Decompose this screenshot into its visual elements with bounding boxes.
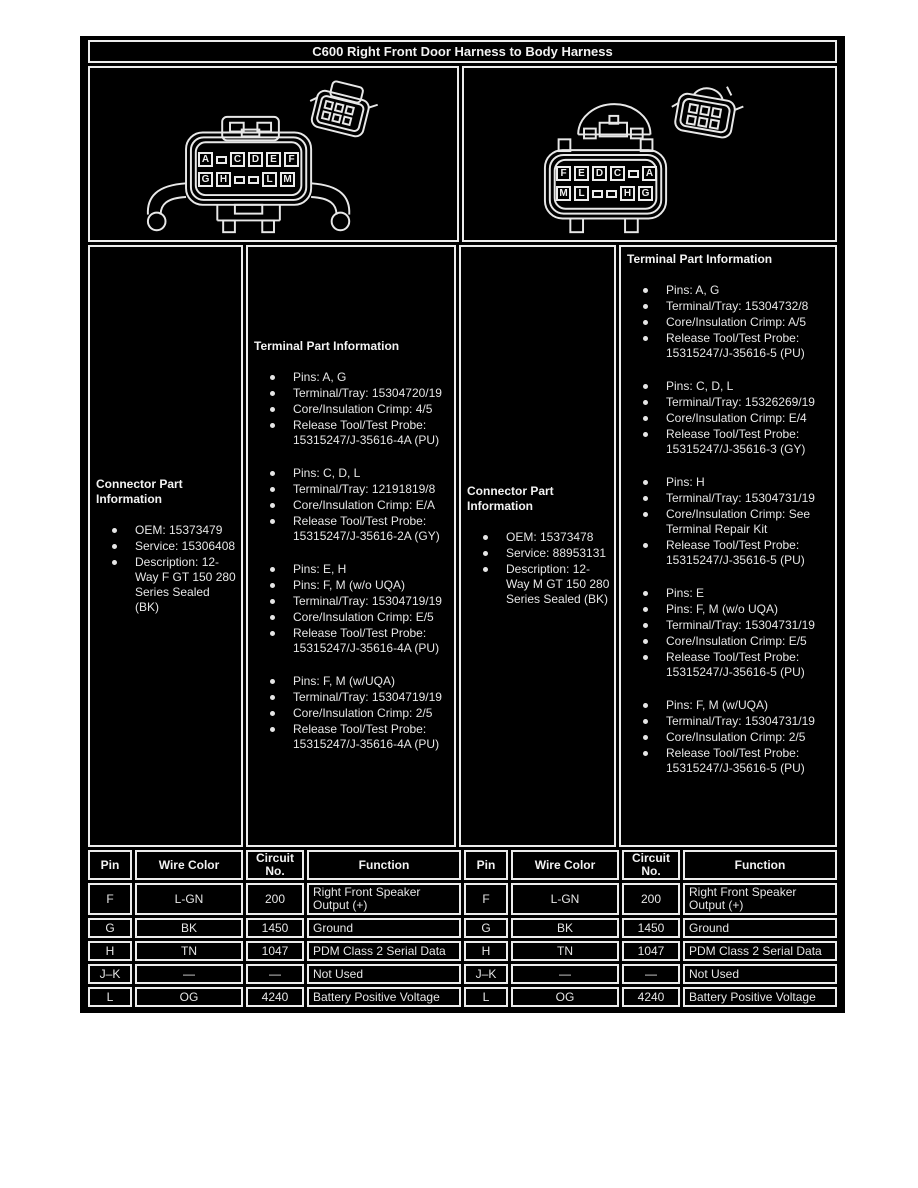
table-row (88, 941, 461, 961)
pin-cell: F (464, 883, 508, 915)
circuit-no-cell: — (246, 964, 304, 984)
pin-cell: H (464, 941, 508, 961)
bullet-icon (643, 480, 648, 485)
list-item: Release Tool/Test Probe: 15315247/J-35616-5 (PU) (625, 331, 831, 361)
pin-cell: L (88, 987, 132, 1007)
left-pin-table (88, 850, 461, 1007)
pin-label (628, 170, 639, 178)
list-item: Pins: C, D, L (252, 466, 450, 481)
bullet-icon (643, 304, 648, 309)
list-item: Terminal/Tray: 12191819/8 (252, 482, 450, 497)
pin-label: A (642, 166, 657, 181)
section-heading: Terminal Part Information (254, 339, 400, 353)
right-pin-table (464, 850, 837, 1007)
bullet-icon (270, 487, 275, 492)
bullet-icon (270, 695, 275, 700)
bullet-icon (270, 567, 275, 572)
list-item: Service: 15306408 (94, 539, 237, 554)
pin-label: C (610, 166, 625, 181)
pin-label: M (280, 172, 295, 187)
list-item: Terminal/Tray: 15304731/19 (625, 491, 831, 506)
function-cell: PDM Class 2 Serial Data (307, 941, 461, 961)
pin-label: D (248, 152, 263, 167)
pin-cell: L (464, 987, 508, 1007)
bullet-icon (270, 679, 275, 684)
wire-color-cell: OG (511, 987, 619, 1007)
list-item: Terminal/Tray: 15304731/19 (625, 618, 831, 633)
table-row (88, 987, 461, 1007)
list-item: Terminal/Tray: 15304720/19 (252, 386, 450, 401)
panel-title: C600 Right Front Door Harness to Body Harness (88, 40, 837, 63)
column-header-pin: Pin (88, 850, 132, 880)
right-pin-row-bottom (556, 186, 657, 201)
pin-label (216, 156, 227, 164)
part-information-row (88, 245, 837, 847)
list-item: Service: 88953131 (465, 546, 610, 561)
pin-cell: J–K (88, 964, 132, 984)
list-item: Terminal/Tray: 15304731/19 (625, 714, 831, 729)
harness-connector-panel (80, 36, 845, 1013)
bullet-icon (643, 336, 648, 341)
pin-label (592, 190, 603, 198)
circuit-no-cell: 200 (622, 883, 680, 915)
pin-label: E (266, 152, 281, 167)
bullet-icon (643, 719, 648, 724)
pin-label: G (198, 172, 213, 187)
left-pin-grid (198, 152, 299, 187)
list-item: Pins: E (625, 586, 831, 601)
bullet-icon (270, 711, 275, 716)
wire-color-cell: BK (511, 918, 619, 938)
list-item: Release Tool/Test Probe: 15315247/J-35616-5 (PU) (625, 746, 831, 776)
list-item: Terminal/Tray: 15326269/19 (625, 395, 831, 410)
bullet-icon (270, 375, 275, 380)
right-connector-art (464, 68, 835, 240)
wire-color-cell: OG (135, 987, 243, 1007)
function-cell: Not Used (683, 964, 837, 984)
list-item: Release Tool/Test Probe: 15315247/J-35616-3 (GY) (625, 427, 831, 457)
section-heading: Connector Part Information (96, 476, 183, 506)
bullet-icon (643, 496, 648, 501)
list-item: Pins: F, M (w/o UQA) (252, 578, 450, 593)
table-row (464, 941, 837, 961)
connector-diagram-row (88, 66, 837, 242)
circuit-no-cell: — (622, 964, 680, 984)
bullet-icon (112, 560, 117, 565)
table-body (464, 883, 837, 1007)
list-item: Core/Insulation Crimp: A/5 (625, 315, 831, 330)
list-item: Pins: F, M (w/UQA) (252, 674, 450, 689)
column-header-wire-color: Wire Color (135, 850, 243, 880)
bullet-icon (112, 544, 117, 549)
bullet-icon (643, 735, 648, 740)
circuit-no-cell: 4240 (246, 987, 304, 1007)
bullet-icon (643, 623, 648, 628)
list-item: Core/Insulation Crimp: E/5 (625, 634, 831, 649)
pin-label: H (216, 172, 231, 187)
pin-cell: H (88, 941, 132, 961)
circuit-no-cell: 1450 (622, 918, 680, 938)
bullet-icon (643, 320, 648, 325)
right-terminal-part-info (619, 245, 837, 847)
list-item: Pins: C, D, L (625, 379, 831, 394)
function-cell: Right Front Speaker Output (+) (683, 883, 837, 915)
function-cell: Right Front Speaker Output (+) (307, 883, 461, 915)
wire-color-cell: BK (135, 918, 243, 938)
pin-label: D (592, 166, 607, 181)
list-item: Core/Insulation Crimp: See Terminal Repair Kit (625, 507, 831, 537)
table-row (88, 918, 461, 938)
terminal-group (625, 379, 831, 458)
section-heading: Terminal Part Information (627, 252, 773, 266)
terminal-group (252, 562, 450, 657)
table-row (88, 883, 461, 915)
bullet-icon (643, 543, 648, 548)
wire-color-cell: L-GN (135, 883, 243, 915)
bullet-icon (270, 423, 275, 428)
list-item: Release Tool/Test Probe: 15315247/J-35616-2A (GY) (252, 514, 450, 544)
pin-label: F (284, 152, 299, 167)
right-connector-part-info (459, 245, 616, 847)
column-header-circuit-no: Circuit No. (622, 850, 680, 880)
terminal-group (625, 698, 831, 777)
pin-label (606, 190, 617, 198)
left-pin-row-bottom (198, 172, 299, 187)
bullet-icon (643, 751, 648, 756)
bullet-icon (270, 407, 275, 412)
pin-label: C (230, 152, 245, 167)
circuit-no-cell: 1047 (246, 941, 304, 961)
pin-label: L (262, 172, 277, 187)
list-item: Release Tool/Test Probe: 15315247/J-35616-4A (PU) (252, 418, 450, 448)
wire-color-cell: L-GN (511, 883, 619, 915)
function-cell: Ground (307, 918, 461, 938)
list-item: OEM: 15373479 (94, 523, 237, 538)
list-item: Core/Insulation Crimp: E/4 (625, 411, 831, 426)
list-item: Description: 12-Way M GT 150 280 Series Sealed (BK) (465, 562, 610, 607)
left-terminal-part-info (246, 245, 456, 847)
pin-cell: G (88, 918, 132, 938)
wire-color-cell: TN (135, 941, 243, 961)
table-header-row (464, 850, 837, 880)
bullet-icon (643, 639, 648, 644)
circuit-no-cell: 1047 (622, 941, 680, 961)
section-heading: Connector Part Information (467, 484, 554, 513)
pin-cell: J–K (464, 964, 508, 984)
table-row (464, 918, 837, 938)
pin-label: A (198, 152, 213, 167)
function-cell: Ground (683, 918, 837, 938)
left-connector-part-info (88, 245, 243, 847)
list-item: OEM: 15373478 (465, 530, 610, 545)
bullet-list (94, 523, 237, 616)
left-connector-diagram (88, 66, 459, 242)
terminal-group (625, 283, 831, 362)
list-item: Pins: E, H (252, 562, 450, 577)
list-item: Terminal/Tray: 15304719/19 (252, 690, 450, 705)
terminal-group (625, 586, 831, 681)
bullet-icon (643, 432, 648, 437)
pin-label (248, 176, 259, 184)
column-header-function: Function (683, 850, 837, 880)
pin-label: E (574, 166, 589, 181)
terminal-group (252, 674, 450, 753)
bullet-icon (270, 727, 275, 732)
terminal-group (625, 475, 831, 569)
list-item: Core/Insulation Crimp: 4/5 (252, 402, 450, 417)
function-cell: Not Used (307, 964, 461, 984)
list-item: Core/Insulation Crimp: 2/5 (625, 730, 831, 745)
list-item: Terminal/Tray: 15304719/19 (252, 594, 450, 609)
right-connector-3d-view (668, 78, 746, 140)
list-item: Pins: F, M (w/o UQA) (625, 602, 831, 617)
bullet-icon (270, 583, 275, 588)
bullet-icon (270, 471, 275, 476)
bullet-icon (643, 655, 648, 660)
list-item: Pins: F, M (w/UQA) (625, 698, 831, 713)
bullet-icon (112, 528, 117, 533)
circuit-no-cell: 200 (246, 883, 304, 915)
terminal-group (252, 370, 450, 449)
bullet-icon (270, 599, 275, 604)
list-item: Release Tool/Test Probe: 15315247/J-35616-4A (PU) (252, 722, 450, 752)
left-pin-row-top (198, 152, 299, 167)
list-item: Core/Insulation Crimp: E/A (252, 498, 450, 513)
bullet-icon (643, 400, 648, 405)
pin-label (234, 176, 245, 184)
bullet-icon (270, 391, 275, 396)
bullet-icon (483, 535, 488, 540)
bullet-icon (643, 512, 648, 517)
wire-color-cell: TN (511, 941, 619, 961)
terminal-group (252, 466, 450, 545)
bullet-icon (643, 591, 648, 596)
list-item: Core/Insulation Crimp: E/5 (252, 610, 450, 625)
wire-color-cell: — (135, 964, 243, 984)
list-item: Release Tool/Test Probe: 15315247/J-35616-4A (PU) (252, 626, 450, 656)
right-pin-row-top (556, 166, 657, 181)
bullet-icon (270, 631, 275, 636)
bullet-icon (483, 567, 488, 572)
column-header-function: Function (307, 850, 461, 880)
list-item: Description: 12-Way F GT 150 280 Series Sealed (BK) (94, 555, 237, 615)
list-item: Pins: A, G (625, 283, 831, 298)
pin-label: H (620, 186, 635, 201)
list-item: Core/Insulation Crimp: 2/5 (252, 706, 450, 721)
column-header-pin: Pin (464, 850, 508, 880)
table-header-row (88, 850, 461, 880)
function-cell: PDM Class 2 Serial Data (683, 941, 837, 961)
function-cell: Battery Positive Voltage (683, 987, 837, 1007)
bullet-icon (483, 551, 488, 556)
list-item: Release Tool/Test Probe: 15315247/J-35616-5 (PU) (625, 650, 831, 680)
pin-label: L (574, 186, 589, 201)
list-item: Release Tool/Test Probe: 15315247/J-35616-5 (PU) (625, 538, 831, 568)
pin-label: F (556, 166, 571, 181)
column-header-wire-color: Wire Color (511, 850, 619, 880)
wire-color-cell: — (511, 964, 619, 984)
circuit-no-cell: 4240 (622, 987, 680, 1007)
pin-label: M (556, 186, 571, 201)
pin-cell: G (464, 918, 508, 938)
right-connector-diagram (462, 66, 837, 242)
bullet-icon (643, 416, 648, 421)
pin-label: G (638, 186, 653, 201)
list-item: Pins: A, G (252, 370, 450, 385)
bullet-list (465, 530, 610, 608)
table-row (464, 987, 837, 1007)
circuit-no-cell: 1450 (246, 918, 304, 938)
pinout-table-row (88, 850, 837, 1007)
list-item: Pins: H (625, 475, 831, 490)
table-row (464, 883, 837, 915)
bullet-icon (270, 519, 275, 524)
table-row (88, 964, 461, 984)
bullet-icon (643, 607, 648, 612)
bullet-icon (643, 288, 648, 293)
pin-cell: F (88, 883, 132, 915)
table-row (464, 964, 837, 984)
bullet-icon (270, 503, 275, 508)
bullet-icon (270, 615, 275, 620)
bullet-icon (643, 703, 648, 708)
list-item: Terminal/Tray: 15304732/8 (625, 299, 831, 314)
function-cell: Battery Positive Voltage (307, 987, 461, 1007)
left-connector-3d-view (304, 76, 380, 139)
bullet-icon (643, 384, 648, 389)
table-body (88, 883, 461, 1007)
column-header-circuit-no: Circuit No. (246, 850, 304, 880)
right-pin-grid (556, 166, 657, 201)
